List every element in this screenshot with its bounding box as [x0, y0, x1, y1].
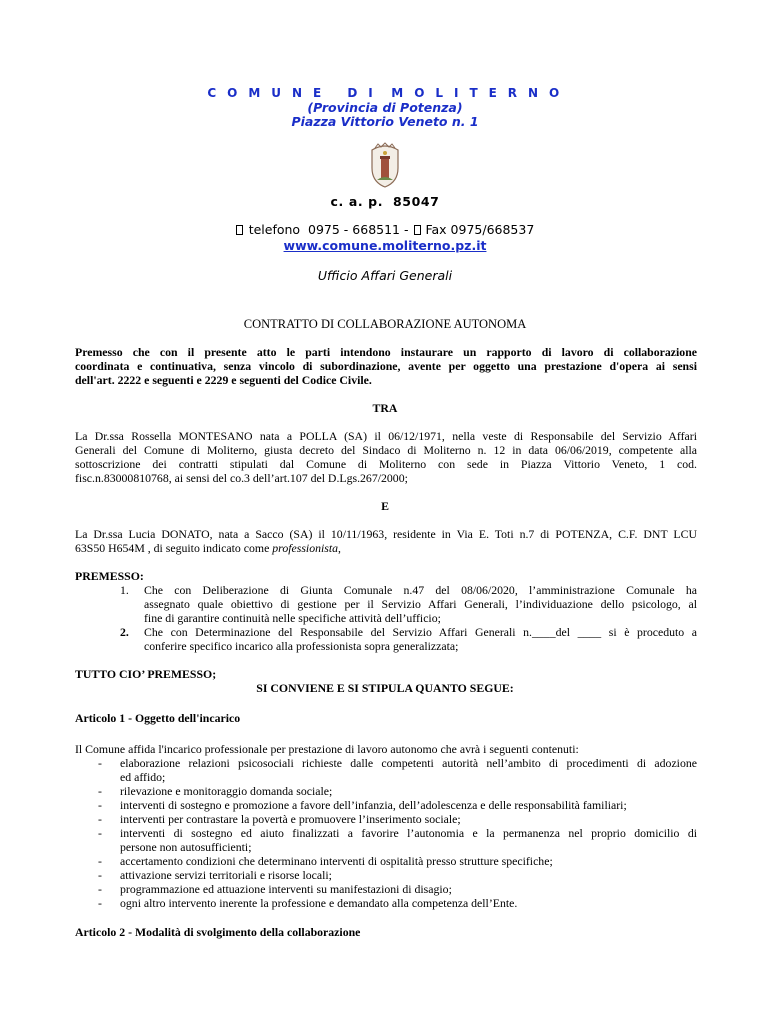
bullet-text: interventi di sostegno e promozione a favore dell’infanzia, dell’adolescenza e delle responsabilità familiari; [120, 798, 627, 812]
party1-line-3: sottoscrizione dei contratti stipulati dal Comune di Moliterno con sede in Piazza Vittorio Veneto, 1 cod. [75, 457, 697, 471]
provincia: (Provincia di Potenza) [307, 100, 463, 115]
premesso-item-line: conferire specifico incarico alla professionista sopra generalizzata; [144, 639, 459, 653]
bullet-text: persone non autosufficienti; [120, 840, 252, 854]
premesso-label: PREMESSO: [75, 569, 144, 583]
bullet-text: ed affido; [120, 770, 166, 784]
art1-intro: Il Comune affida l'incarico professionale per prestazione di lavoro autonomo che avrà i seguenti contenuti: [75, 742, 579, 756]
contacts-line [0, 222, 770, 237]
bullet-text: accertamento condizioni che determinano interventi di ospitalità presso strutture specifiche; [120, 854, 553, 868]
bullet-text: interventi di sostegno ed aiuto finalizzati a favorire l’autonomia e la permanenza nel proprio domicilio di [120, 826, 697, 840]
fax-icon [414, 225, 421, 235]
bullet-text: rilevazione e monitoraggio domanda sociale; [120, 784, 333, 798]
party2-line-1: La Dr.ssa Lucia DONATO, nata a Sacco (SA) il 10/11/1963, residente in Via E. Toti n.7 di POTENZA, C.F. DNT LCU [75, 527, 697, 541]
party2-text: 63S50 H654M , di seguito indicato come [75, 541, 273, 555]
bullet-text: ogni altro intervento inerente la professione e demandato alla competenza dell’Ente. [120, 896, 518, 910]
contract-title: CONTRATTO DI COLLABORAZIONE AUTONOMA [243, 317, 527, 331]
bullet-text: programmazione ed attuazione interventi su manifestazioni di disagio; [120, 882, 452, 896]
bullet-dash: - [98, 896, 102, 910]
bullet-dash: - [98, 868, 102, 882]
coat-of-arms-icon [368, 142, 402, 188]
address: Piazza Vittorio Veneto n. 1 [291, 114, 479, 129]
bullet-dash: - [98, 756, 102, 770]
bullet-text: elaborazione relazioni psicosociali richieste dalle competenti autorità nell’ambito di procedimenti di adozione [120, 756, 697, 770]
website-line [0, 238, 770, 253]
telefono: telefono 0975 - 668511 - [248, 222, 413, 237]
premesso-item-line: Che con Deliberazione di Giunta Comunale n.47 del 08/06/2020, l’amministrazione Comunale ha [144, 583, 697, 597]
bullet-text: interventi per contrastare la povertà e promuovere l’inserimento sociale; [120, 812, 461, 826]
premesso-item-line: assegnato quale obiettivo di gestione per il Servizio Affari Generali, l’individuazione dello psicologo, al [144, 597, 697, 611]
conviene-heading: SI CONVIENE E SI STIPULA QUANTO SEGUE: [256, 681, 514, 695]
cap: c. a. p. 85047 [330, 194, 440, 209]
bullet-dash: - [98, 798, 102, 812]
e-label: E [381, 499, 389, 513]
phone-icon [236, 225, 243, 235]
premise-line-1: Premesso che con il presente atto le parti intendono instaurare un rapporto di lavoro di collaborazione [75, 345, 697, 359]
comune-name: C O M U N E D I M O L I T E R N O [207, 86, 563, 100]
premise-line-2: coordinata e continuativa, senza vincolo di subordinazione, avente per oggetto una prestazione d'opera ai sensi [75, 359, 697, 373]
bullet-dash: - [98, 826, 102, 840]
bullet-dash: - [98, 854, 102, 868]
bullet-dash: - [98, 812, 102, 826]
premesso-item-num: 2. [120, 625, 129, 639]
bullet-dash: - [98, 784, 102, 798]
bullet-text: attivazione servizi territoriali e risorse locali; [120, 868, 332, 882]
party1-line-2: Generali del Comune di Moliterno, giusta decreto del Sindaco di Moliterno n. 12 in data 06/06/2019, competente alla [75, 443, 697, 457]
premesso-item-line: Che con Determinazione del Responsabile del Servizio Affari Generali n.____del ____ si è proceduto a [144, 625, 697, 639]
art1-heading: Articolo 1 - Oggetto dell'incarico [75, 711, 241, 725]
premise-line-3: dell'art. 2222 e seguenti e 2229 e seguenti del Codice Civile. [75, 373, 372, 387]
party2-line-2 [75, 541, 341, 555]
bullet-dash: - [98, 882, 102, 896]
ufficio: Ufficio Affari Generali [317, 268, 453, 283]
fax: Fax 0975/668537 [425, 222, 535, 237]
tra-label: TRA [372, 401, 398, 415]
professionista-label: professionista [272, 541, 339, 555]
party1-line-1: La Dr.ssa Rossella MONTESANO nata a POLLA (SA) il 06/12/1971, nella veste di Responsabile del Servizio Affari [75, 429, 697, 443]
premesso-item-line: fine di garantire continuità nelle specifiche attività dell’ufficio; [144, 611, 441, 625]
premesso-item-num: 1. [120, 583, 129, 597]
website-link[interactable]: www.comune.moliterno.pz.it [283, 238, 487, 253]
art2-heading: Articolo 2 - Modalità di svolgimento della collaborazione [75, 925, 361, 939]
tutto-premesso: TUTTO CIO’ PREMESSO; [75, 667, 217, 681]
party1-line-4: fisc.n.83000810768, ai sensi del co.3 dell’art.107 del D.Lgs.267/2000; [75, 471, 408, 485]
party2-suffix: , [338, 541, 341, 555]
